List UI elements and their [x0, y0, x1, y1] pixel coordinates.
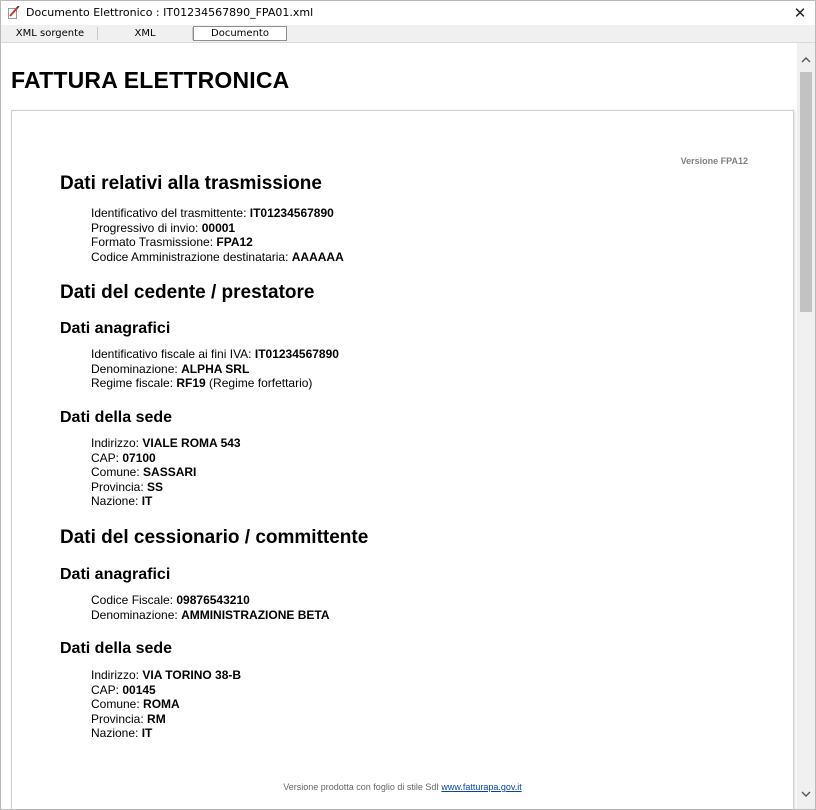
invoice-page [11, 110, 794, 809]
field-row: Codice Amministrazione destinataria: AAAAAA [91, 249, 344, 264]
cedente-sede-title: Dati della sede [60, 409, 173, 426]
scroll-up-arrow-icon[interactable] [797, 51, 815, 69]
vertical-scrollbar[interactable] [797, 43, 815, 809]
field-row: CAP: 00145 [91, 682, 156, 697]
field-row: Comune: SASSARI [91, 465, 197, 480]
field-row: Nazione: IT [91, 726, 153, 741]
field-row: Progressivo di invio: 00001 [91, 220, 236, 235]
field-row: Indirizzo: VIA TORINO 38-B [91, 668, 242, 682]
field-row: Comune: ROMA [91, 697, 180, 712]
cedente-anagrafici-title: Dati anagrafici [60, 320, 171, 337]
field-row: Provincia: SS [91, 479, 164, 494]
cedente-sede-fields [91, 436, 241, 509]
field-row: Denominazione: ALPHA SRL [91, 361, 250, 376]
section-cedente-title: Dati del cedente / prestatore [60, 282, 315, 303]
close-icon: ✕ [793, 5, 807, 22]
field-row: Denominazione: AMMINISTRAZIONE BETA [91, 607, 330, 622]
field-row: CAP: 07100 [91, 450, 156, 465]
version-label: Versione FPA12 [680, 156, 748, 166]
document-view[interactable] [1, 43, 797, 809]
pen-document-icon [8, 6, 20, 19]
cessionario-sede-title: Dati della sede [60, 640, 173, 657]
tab-xml[interactable]: XML [98, 27, 193, 40]
field-row: Formato Trasmissione: FPA12 [91, 235, 253, 250]
cessionario-sede-fields [91, 668, 241, 741]
title-bar [1, 1, 815, 25]
tab-strip [1, 25, 815, 43]
page-title: FATTURA ELETTRONICA [11, 67, 290, 93]
window-title: Documento Elettronico : IT01234567890_FPA01.xml [26, 6, 314, 19]
field-row: Indirizzo: VIALE ROMA 543 [91, 436, 241, 450]
cessionario-anagrafici-fields [91, 593, 330, 622]
tab-documento[interactable]: Documento [193, 26, 287, 41]
field-row: Regime fiscale: RF19 (Regime forfettario) [91, 376, 313, 391]
fatturapa-link[interactable]: www.fatturapa.gov.it [441, 782, 522, 792]
field-row: Nazione: IT [91, 494, 153, 509]
field-row: Codice Fiscale: 09876543210 [91, 593, 250, 607]
field-row: Identificativo fiscale ai fini IVA: IT01234567890 [91, 347, 339, 361]
field-row: Provincia: RM [91, 711, 166, 726]
stylesheet-footer: Versione prodotta con foglio di stile SdI www.fatturapa.gov.it [283, 782, 522, 792]
tab-xml-sorgente[interactable]: XML sorgente [3, 27, 98, 40]
scroll-down-arrow-icon[interactable] [797, 785, 815, 803]
scroll-thumb[interactable] [800, 72, 812, 312]
section-cessionario-title: Dati del cessionario / committente [60, 527, 369, 548]
cessionario-anagrafici-title: Dati anagrafici [60, 566, 171, 583]
cedente-anagrafici-fields [91, 347, 339, 391]
field-row: Identificativo del trasmittente: IT01234567890 [91, 206, 334, 220]
trasmissione-fields [91, 206, 344, 264]
section-trasmissione-title: Dati relativi alla trasmissione [60, 173, 322, 194]
close-button[interactable] [785, 1, 815, 25]
